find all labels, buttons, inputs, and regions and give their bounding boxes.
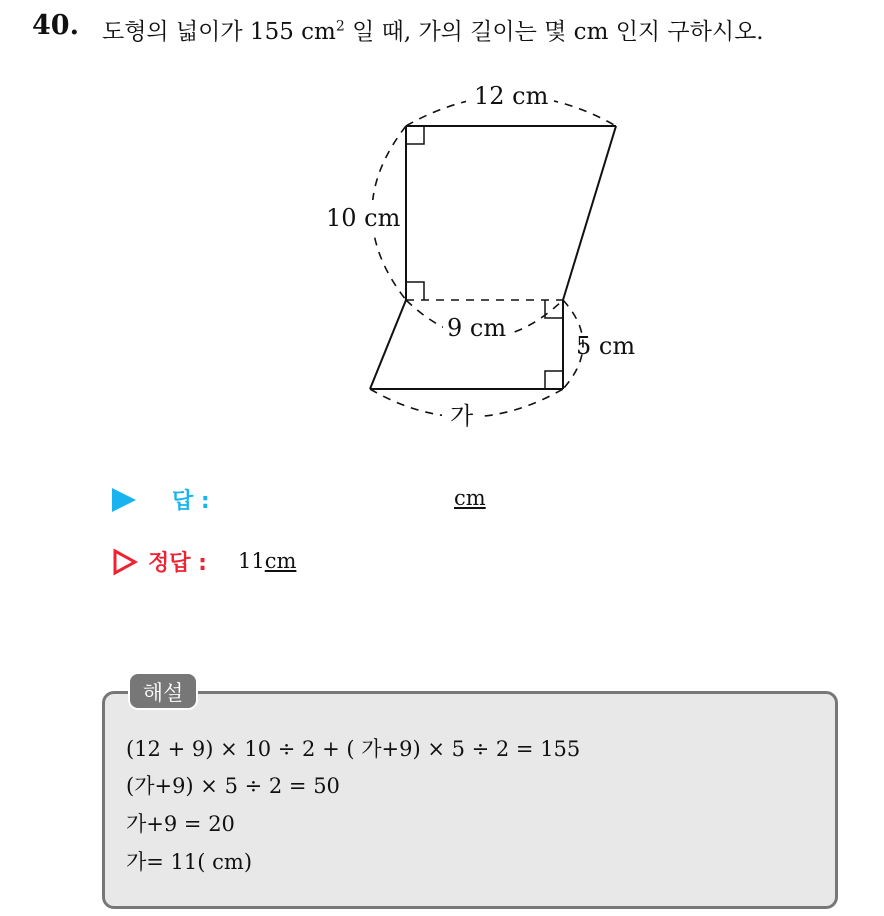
- label-middle: 9 cm: [447, 314, 507, 342]
- answer-label: 답 :: [172, 489, 210, 514]
- question-superscript: 2: [335, 18, 345, 35]
- outline-triangle-icon: [112, 548, 138, 576]
- label-right: 5 cm: [576, 332, 636, 360]
- play-triangle-icon: [112, 488, 136, 512]
- label-left: 10 cm: [326, 204, 401, 232]
- solution-line-4: 가= 11( cm): [126, 850, 253, 874]
- answer-key-row: [112, 544, 512, 578]
- question-text-after: 일 때, 가의 길이는 몇 cm 인지 구하시오.: [344, 19, 764, 45]
- solution-line-3: 가+9 = 20: [126, 812, 235, 836]
- solution-box: [102, 691, 838, 909]
- right-angle-mark-bottom: [545, 371, 563, 389]
- answer-key-unit: cm: [264, 549, 297, 573]
- right-angle-mark-mid-left: [406, 282, 424, 300]
- answer-key-label: 정답 :: [148, 551, 207, 576]
- lower-slant-edge: [370, 300, 406, 389]
- solution-line-1: (12 + 9) × 10 ÷ 2 + ( 가+9) × 5 ÷ 2 = 155: [126, 737, 581, 761]
- answer-unit: cm: [454, 486, 486, 510]
- right-angle-mark-top: [406, 126, 424, 144]
- question-text-before: 도형의 넓이가 155 cm: [102, 19, 336, 45]
- label-top: 12 cm: [474, 82, 549, 110]
- answer-key-value: [238, 549, 296, 573]
- question-number: 40.: [32, 10, 79, 41]
- solution-line-2: (가+9) × 5 ÷ 2 = 50: [126, 774, 340, 798]
- solution-title: 해설: [128, 672, 198, 710]
- upper-slant-edge: [563, 126, 616, 300]
- answer-key-number: 11: [238, 549, 265, 573]
- answer-row: [112, 484, 512, 514]
- label-bottom: 가: [450, 402, 474, 430]
